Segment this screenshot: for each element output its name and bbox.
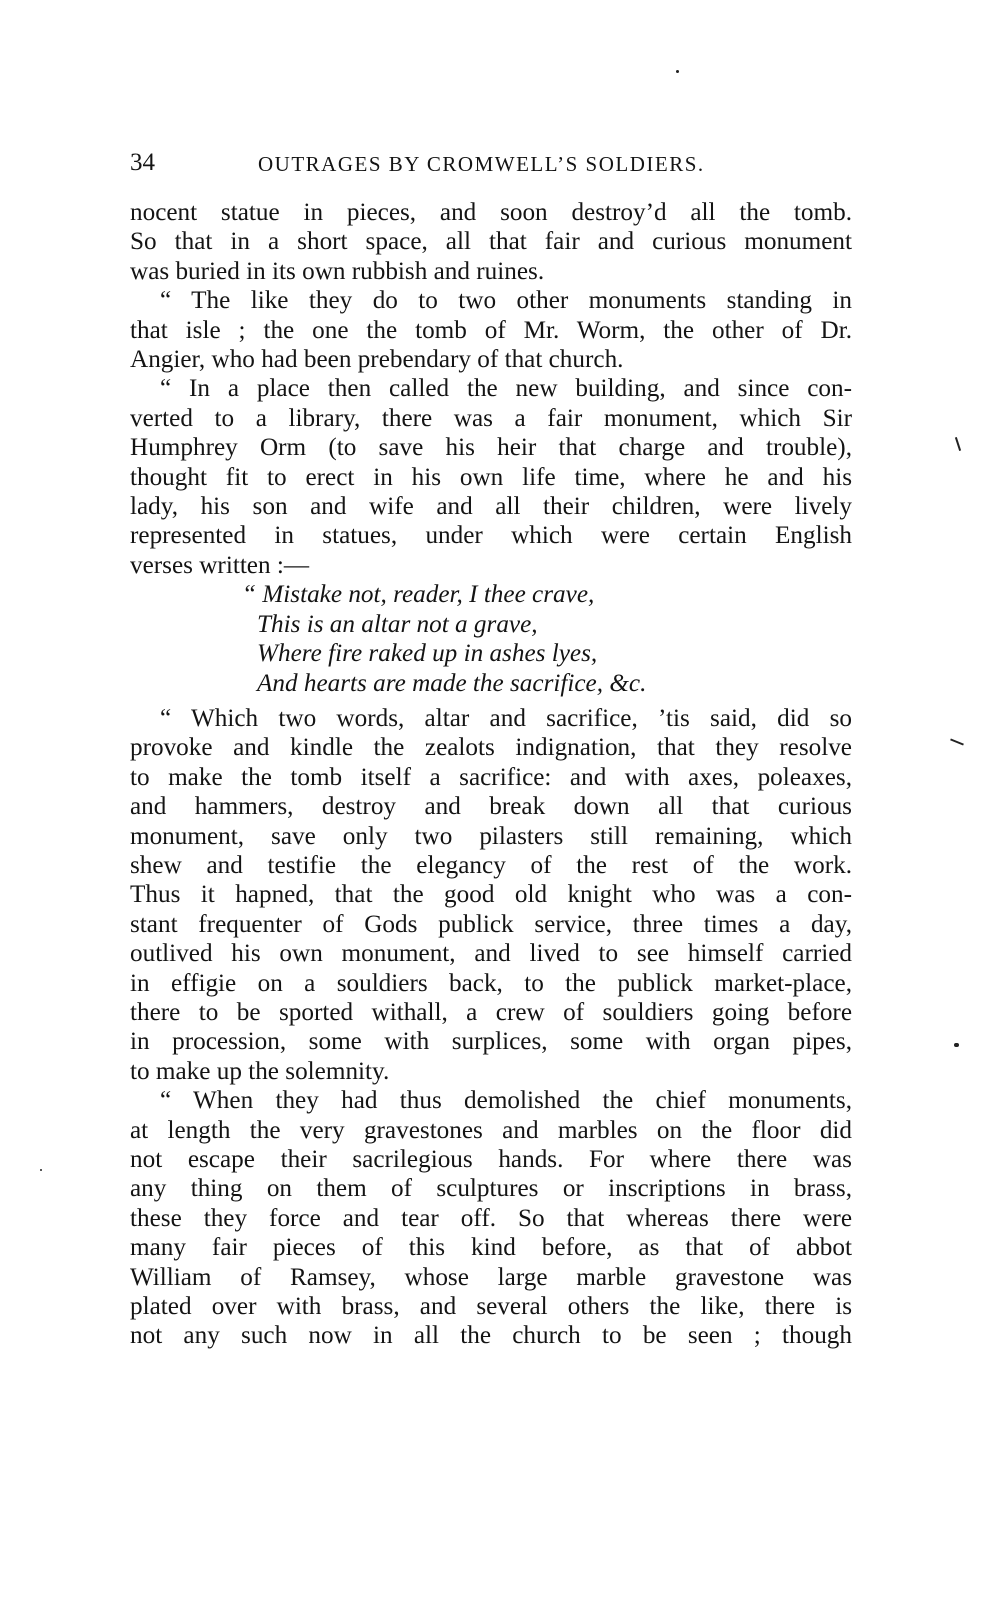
text-line: and hammers, destroy and break down all that curious	[130, 793, 852, 821]
text-line: not any such now in all the church to be seen ; though	[130, 1322, 852, 1350]
text-line: represented in statues, under which were certain English	[130, 522, 852, 550]
text-line: was buried in its own rubbish and ruines.	[130, 257, 545, 285]
text-line: So that in a short space, all that fair and curious monument	[130, 228, 852, 256]
text-line: “ In a place then called the new building, and since con-	[160, 375, 852, 403]
text-line: nocent statue in pieces, and soon destroy’d all the tomb.	[130, 199, 852, 226]
text-line: provoke and kindle the zealots indignation, that they resolve	[130, 734, 852, 762]
text-line: at length the very gravestones and marbles on the floor did	[130, 1116, 852, 1144]
verse-quotation	[242, 580, 852, 698]
running-title: OUTRAGES BY CROMWELL’S SOLDIERS.	[258, 152, 705, 176]
margin-speck	[40, 1169, 42, 1171]
paragraph	[130, 286, 852, 374]
verse-line: Where fire raked up in ashes lyes,	[257, 640, 598, 668]
text-line: Humphrey Orm (to save his heir that charge and trouble),	[130, 434, 852, 462]
text-line: there to be sported withall, a crew of souldiers going before	[130, 998, 852, 1026]
text-line: stant frequenter of Gods publick service, three times a day,	[130, 910, 852, 938]
text-line: to make the tomb itself a sacrifice: and with axes, poleaxes,	[130, 763, 852, 791]
margin-speck	[954, 1043, 959, 1047]
margin-speck	[955, 437, 961, 451]
text-line: “ Which two words, altar and sacrifice, ’tis said, did so	[160, 704, 852, 732]
text-line: to make up the solemnity.	[130, 1057, 390, 1085]
text-line: William of Ramsey, whose large marble gravestone was	[130, 1263, 852, 1291]
text-line: thought fit to erect in his own life time, where he and his	[130, 463, 852, 491]
text-line: “ When they had thus demolished the chief monuments,	[160, 1087, 852, 1115]
page-number: 34	[130, 149, 155, 176]
verse-line: This is an altar not a grave,	[257, 610, 538, 638]
text-line: lady, his son and wife and all their children, were lively	[130, 493, 852, 521]
text-line: in effigie on a souldiers back, to the publick market-place,	[130, 969, 852, 997]
text-line: verted to a library, there was a fair monument, which Sir	[130, 404, 852, 432]
text-line: monument, save only two pilasters still remaining, which	[130, 822, 852, 850]
verse-line: And hearts are made the sacrifice, &c.	[257, 669, 647, 697]
text-line: not escape their sacrilegious hands. For where there was	[130, 1146, 852, 1173]
text-line: verses written :—	[130, 551, 310, 579]
text-line: shew and testifie the elegancy of the rest of the work.	[130, 851, 852, 879]
text-line: many fair pieces of this kind before, as that of abbot	[130, 1234, 852, 1262]
text-line: these they force and tear off. So that whereas there were	[130, 1204, 852, 1232]
text-line: outlived his own monument, and lived to see himself carried	[130, 940, 852, 968]
text-line: any thing on them of sculptures or inscriptions in brass,	[130, 1175, 852, 1203]
margin-speck	[676, 70, 679, 73]
paragraph	[130, 374, 852, 580]
margin-speck	[950, 738, 964, 745]
text-line: “ The like they do to two other monuments standing in	[160, 287, 852, 315]
paragraph	[130, 198, 852, 286]
text-line: Thus it hapned, that the good old knight who was a con-	[130, 881, 852, 909]
main-text	[130, 198, 852, 1351]
text-line: plated over with brass, and several others the like, there is	[130, 1293, 852, 1321]
verse-line: “ Mistake not, reader, I thee crave,	[242, 581, 595, 609]
paragraph	[130, 1086, 852, 1351]
page-header	[130, 148, 860, 182]
text-line: in procession, some with surplices, some with organ pipes,	[130, 1028, 852, 1056]
text-line: that isle ; the one the tomb of Mr. Worm, the other of Dr.	[130, 316, 852, 344]
text-line: Angier, who had been prebendary of that church.	[130, 346, 624, 374]
paragraph	[130, 704, 852, 1086]
